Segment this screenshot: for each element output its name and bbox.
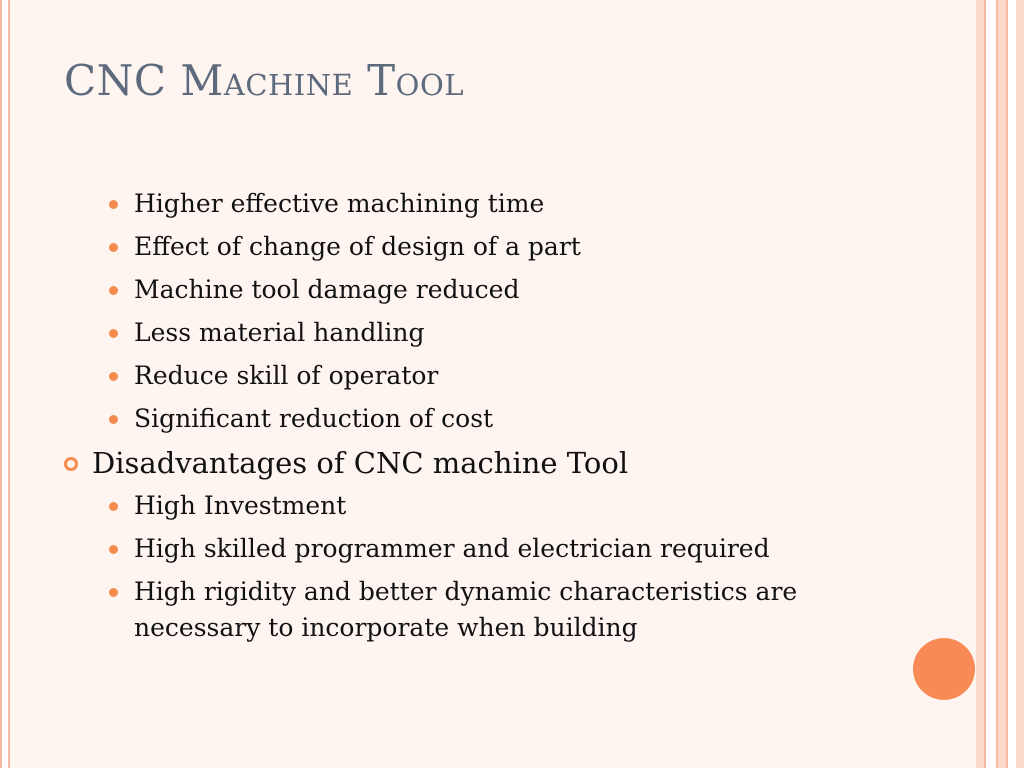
title-prefix: CNC — [64, 56, 181, 105]
right-border-decoration — [976, 0, 1024, 768]
advantage-item — [56, 229, 896, 265]
disadvantage-text: High rigidity and better dynamic characteristics are necessary to incorporate when building — [134, 577, 798, 642]
disadvantage-item — [56, 531, 896, 567]
disadvantage-item — [56, 488, 896, 524]
advantage-text: Reduce skill of operator — [134, 361, 439, 390]
bullet-dot-icon — [109, 372, 118, 381]
advantage-item — [56, 186, 896, 222]
title-suffix: Machine Tool — [180, 56, 464, 105]
advantage-text: Significant reduction of cost — [134, 404, 494, 433]
advantage-text: Higher effective machining time — [134, 189, 545, 218]
advantage-text: Less material handling — [134, 318, 425, 347]
bullet-dot-icon — [109, 502, 118, 511]
advantage-item — [56, 315, 896, 351]
advantage-text: Machine tool damage reduced — [134, 275, 520, 304]
bullet-dot-icon — [109, 415, 118, 424]
left-border-decoration — [0, 0, 10, 768]
disadvantages-heading — [56, 444, 896, 482]
decorative-orange-circle — [913, 638, 975, 700]
advantage-text: Effect of change of design of a part — [134, 232, 581, 261]
bullet-dot-icon — [109, 329, 118, 338]
slide-title — [64, 56, 464, 105]
disadvantage-text: High Investment — [134, 491, 347, 520]
advantage-item — [56, 401, 896, 437]
slide-content — [56, 186, 896, 653]
bullet-ring-icon — [64, 457, 78, 471]
advantage-item — [56, 358, 896, 394]
disadvantages-heading-text: Disadvantages of CNC machine Tool — [92, 446, 629, 480]
advantage-item — [56, 272, 896, 308]
bullet-dot-icon — [109, 588, 118, 597]
disadvantage-item — [56, 574, 896, 646]
bullet-dot-icon — [109, 286, 118, 295]
disadvantage-text: High skilled programmer and electrician required — [134, 534, 770, 563]
bullet-dot-icon — [109, 200, 118, 209]
bullet-dot-icon — [109, 243, 118, 252]
bullet-dot-icon — [109, 545, 118, 554]
